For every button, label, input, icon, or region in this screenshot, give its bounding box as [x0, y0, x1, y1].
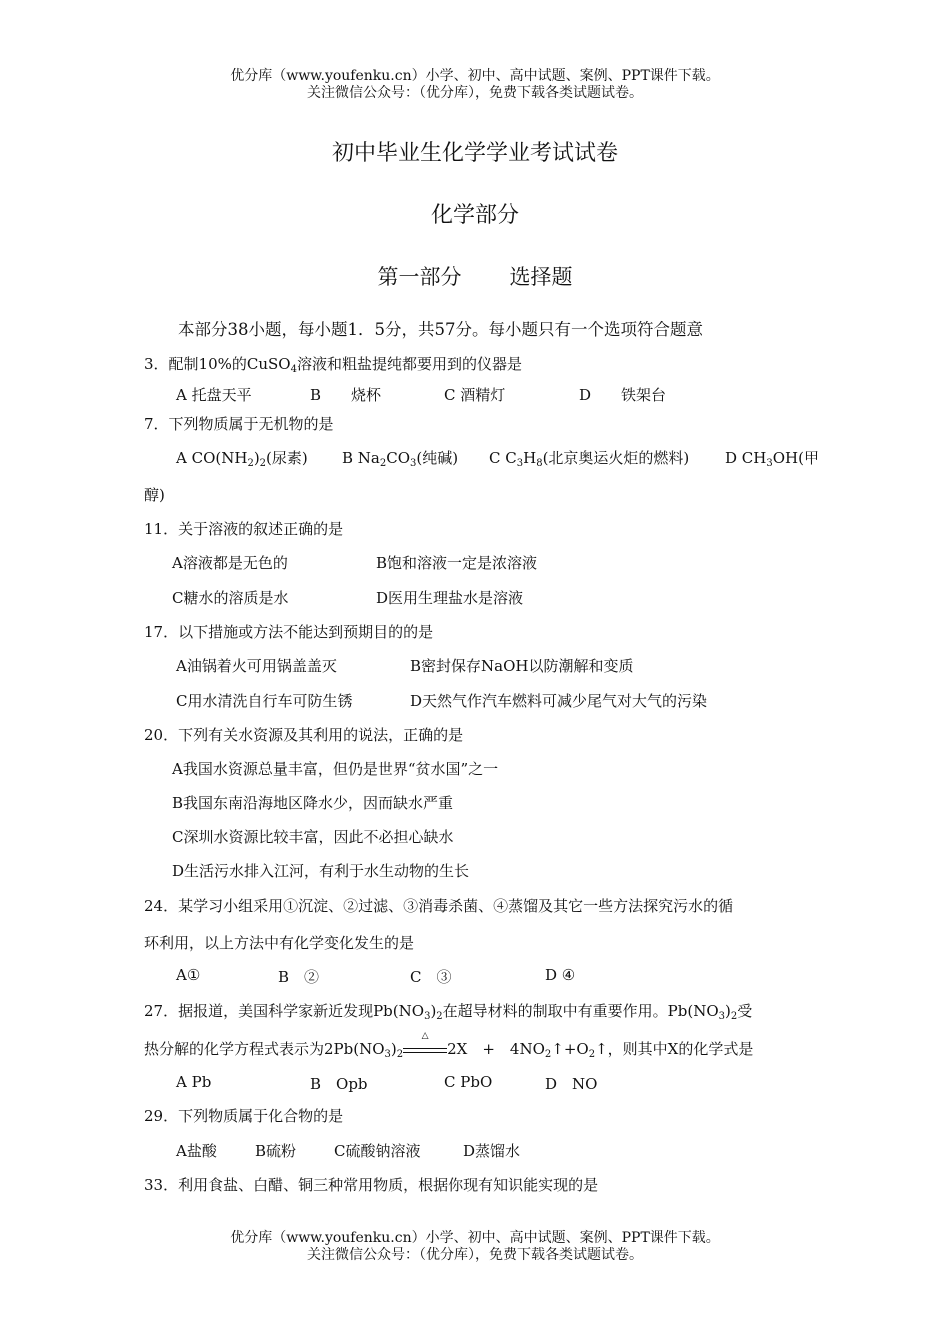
- question-27-equation: 热分解的化学方程式表示为$2Pb(NO_3)_2$ △ 2X + $4NO_2↑+O_2↑$，则其中X的化学式是: [144, 1031, 754, 1060]
- q27-option-d: D NO: [545, 1075, 598, 1093]
- q3-stem-a: 3．配制10%的CuSO: [144, 355, 291, 373]
- exam-title: 初中毕业生化学学业考试试卷: [331, 141, 618, 166]
- part-name: 选择题: [509, 265, 573, 289]
- question-29: 29．下列物质属于化合物的是: [144, 1107, 344, 1125]
- q7-option-d: D $CH_3OH$(甲: [725, 449, 819, 469]
- question-33: 33．利用食盐、白醋、铜三种常用物质，根据你现有知识能实现的是: [144, 1176, 599, 1194]
- q3-stem-b: 溶液和粗盐提纯都要用到的仪器是: [296, 355, 522, 373]
- q27-option-a: A Pb: [176, 1073, 212, 1091]
- q11-option-c: C糖水的溶质是水: [172, 589, 289, 607]
- q24-option-c: C ③: [410, 968, 452, 986]
- q7-option-d-wrap: 醇): [144, 486, 165, 504]
- q24-option-d: D ④: [545, 966, 576, 984]
- q17-option-c: C用水清洗自行车可防生锈: [176, 692, 353, 710]
- q7-option-b: B $Na_2CO_3$(纯碱): [342, 449, 459, 469]
- q29-option-a: A盐酸: [176, 1142, 217, 1160]
- question-17: 17．以下措施或方法不能达到预期目的的是: [144, 623, 434, 641]
- q27-option-b: B Opb: [310, 1075, 368, 1093]
- q24-option-b: B ②: [278, 968, 320, 986]
- part-title: [0, 261, 950, 291]
- heat-condition: △: [403, 1040, 447, 1058]
- q17-option-d: D天然气作汽车燃料可减少尾气对大气的污染: [410, 692, 708, 710]
- question-11: 11．关于溶液的叙述正确的是: [144, 520, 344, 538]
- q27-option-c: C PbO: [444, 1073, 493, 1091]
- q24-option-a: A①: [176, 966, 201, 984]
- q3-option-d: D 铁架台: [579, 386, 667, 404]
- q20-option-c: C深圳水资源比较丰富，因此不必担心缺水: [172, 828, 454, 846]
- q29-option-c: C硫酸钠溶液: [334, 1142, 421, 1160]
- q20-option-a: A我国水资源总量丰富，但仍是世界“贫水国”之一: [172, 760, 499, 778]
- q3-option-c: C 酒精灯: [444, 386, 506, 404]
- q11-option-a: A溶液都是无色的: [172, 554, 288, 572]
- q29-option-d: D蒸馏水: [463, 1142, 521, 1160]
- q3-option-a: A 托盘天平: [176, 386, 252, 404]
- question-24: 24．某学习小组采用①沉淀、②过滤、③消毒杀菌、④蒸馏及其它一些方法探究污水的循: [144, 897, 734, 915]
- footer-banner: [0, 1230, 950, 1264]
- question-24-cont: 环利用，以上方法中有化学变化发生的是: [144, 934, 415, 952]
- footer-line-2: 关注微信公众号：（优分库），免费下载各类试题试卷。: [307, 1247, 643, 1263]
- part-label: 第一部分: [377, 265, 462, 289]
- question-20: 20．下列有关水资源及其利用的说法，正确的是: [144, 726, 464, 744]
- q17-option-a: A油锅着火可用锅盖盖灭: [176, 657, 337, 675]
- q11-option-b: B饱和溶液一定是浓溶液: [376, 554, 538, 572]
- q17-option-b: B密封保存NaOH以防潮解和变质: [410, 657, 634, 675]
- section-title: 化学部分: [430, 203, 519, 228]
- question-27: 27．据报道，美国科学家新近发现$Pb(NO_3)_2$在超导材料的制取中有重要作用。$Pb(NO_3)_2$受: [144, 1002, 753, 1022]
- q29-option-b: B硫粉: [255, 1142, 297, 1160]
- footer-line-1: 优分库（www.youfenku.cn）小学、初中、高中试题、案例、PPT课件下载。: [230, 1230, 720, 1246]
- q3-option-b: B 烧杯: [310, 386, 382, 404]
- question-3: [144, 353, 522, 374]
- question-7: 7．下列物质属于无机物的是: [144, 415, 334, 433]
- instructions: 本部分38小题，每小题1．5分，共57分。每小题只有一个选项符合题意: [178, 320, 703, 339]
- q20-option-d: D生活污水排入江河，有利于水生动物的生长: [172, 862, 470, 880]
- q20-option-b: B我国东南沿海地区降水少，因而缺水严重: [172, 794, 454, 812]
- banner-line-1: 优分库（www.youfenku.cn）小学、初中、高中试题、案例、PPT课件下载。: [230, 68, 720, 84]
- q11-option-d: D医用生理盐水是溶液: [376, 589, 524, 607]
- q7-option-a: A $CO(NH_2)_2$(尿素): [176, 449, 308, 469]
- q7-option-c: C $C_3H_8$(北京奥运火炬的燃料): [489, 449, 690, 469]
- q3-stem-sub: 4: [290, 364, 297, 375]
- banner-line-2: 关注微信公众号：（优分库），免费下载各类试题试卷。: [307, 85, 643, 101]
- header-banner: [0, 68, 950, 102]
